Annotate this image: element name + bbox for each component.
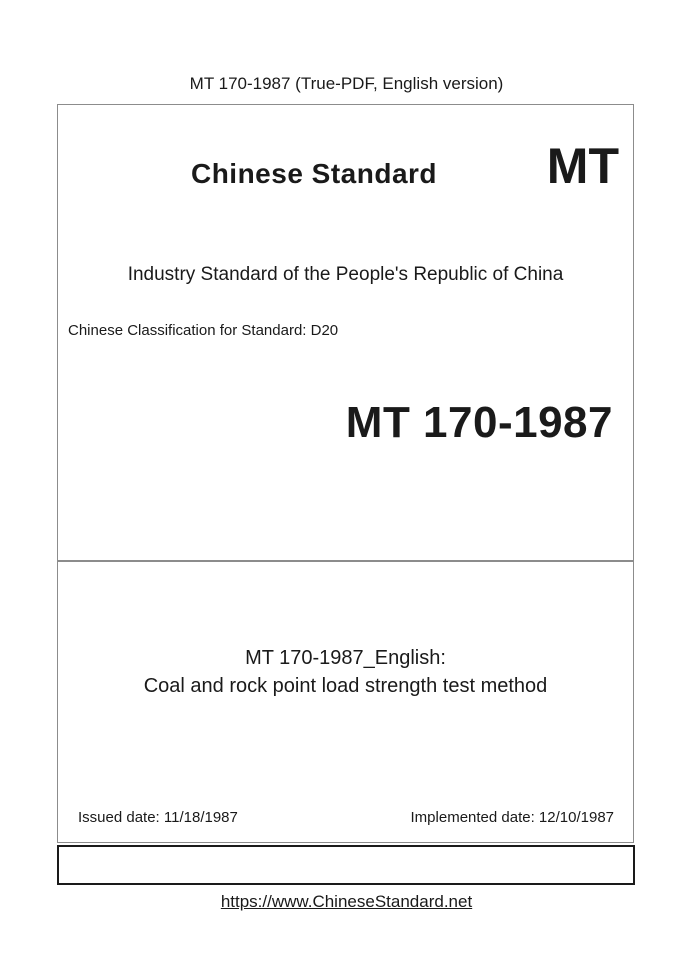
standard-number: MT 170-1987 [345, 398, 613, 447]
classification-label: Chinese Classification for Standard: D20 [68, 322, 339, 339]
standard-body-logo: MT [546, 138, 619, 194]
cover-subtitle: Industry Standard of the People's Republic of China [127, 264, 564, 285]
english-title-line1: MT 170-1987_English: [245, 647, 446, 669]
cover-top-panel [57, 104, 634, 561]
page-footer [0, 892, 693, 912]
english-title-block [58, 644, 633, 700]
cover-empty-panel [57, 845, 635, 885]
english-title-line2: Coal and rock point load strength test method [143, 675, 548, 697]
page-header-title: MT 170-1987 (True-PDF, English version) [189, 74, 504, 93]
cover-title: Chinese Standard [190, 158, 438, 189]
issued-date-label: Issued date: 11/18/1987 [78, 809, 238, 826]
cover-middle-panel [57, 561, 634, 843]
footer-website-link[interactable]: https://www.ChineseStandard.net [220, 892, 473, 911]
implemented-date-label: Implemented date: 12/10/1987 [410, 809, 614, 826]
